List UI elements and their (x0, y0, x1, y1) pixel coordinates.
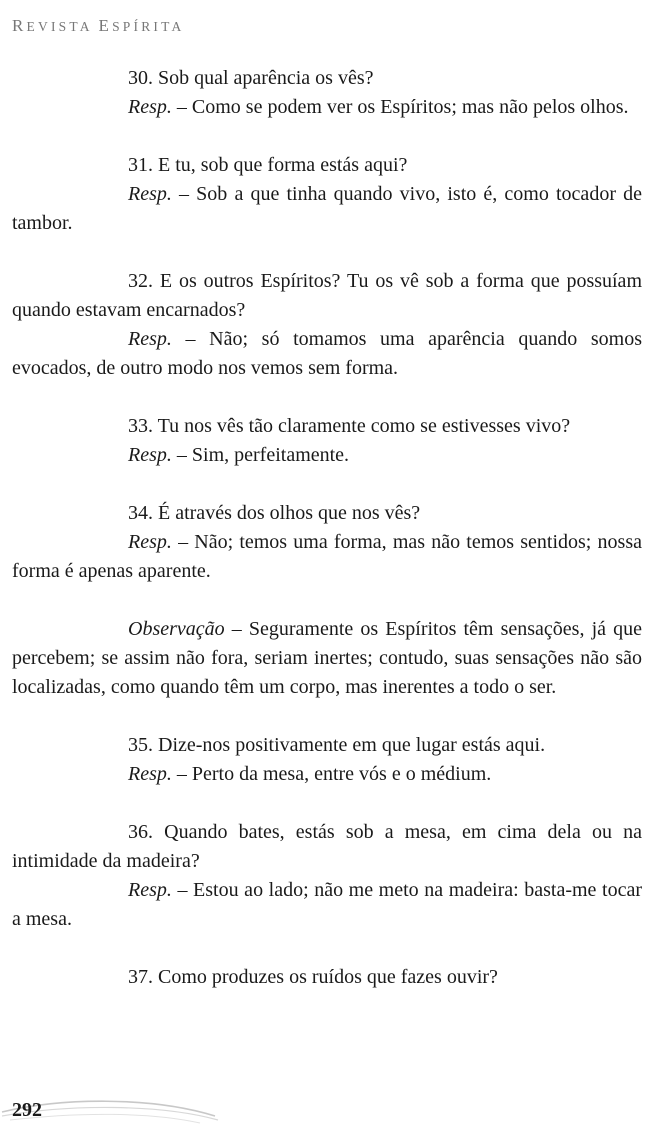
answer-33: Resp. – Sim, perfeitamente. (128, 444, 350, 466)
running-head (12, 16, 184, 36)
question-35: 35. Dize-nos positivamente em que lugar estás aqui. (128, 734, 546, 756)
answer-36: Resp. – Estou ao lado; não me meto na madeira: basta-me tocar a mesa. (12, 879, 642, 930)
answer-35: Resp. – Perto da mesa, entre vós e o médium. (128, 763, 492, 785)
answer-32: Resp. – Não; só tomamos uma aparência quando somos evocados, de outro modo nos vemos sem forma. (12, 328, 642, 379)
answer-34: Resp. – Não; temos uma forma, mas não temos sentidos; nossa forma é apenas aparente. (12, 531, 642, 582)
question-36: 36. Quando bates, estás sob a mesa, em cima dela ou na intimidade da madeira? (12, 821, 642, 872)
question-37: 37. Como produzes os ruídos que fazes ouvir? (128, 966, 498, 988)
page-number: 292 (12, 1099, 42, 1121)
answer-31: Resp. – Sob a que tinha quando vivo, isto é, como tocador de tambor. (12, 183, 642, 234)
question-32: 32. E os outros Espíritos? Tu os vê sob a forma que possuíam quando estavam encarnados? (12, 270, 642, 321)
page-body (12, 64, 642, 992)
question-30: 30. Sob qual aparência os vês? (128, 67, 374, 89)
running-head-text: REVISTA ESPÍRITA (12, 16, 185, 35)
question-33: 33. Tu nos vês tão claramente como se estivesses vivo? (128, 415, 571, 437)
observation: Observação – Seguramente os Espíritos têm sensações, já que percebem; se assim não fora, seriam inertes; contudo, suas sensações não são localizadas, como quando têm um corpo, mas inerentes a todo o ser. (12, 618, 642, 698)
question-31: 31. E tu, sob que forma estás aqui? (128, 154, 408, 176)
answer-30: Resp. – Como se podem ver os Espíritos; mas não pelos olhos. (128, 96, 629, 118)
question-34: 34. É através dos olhos que nos vês? (128, 502, 421, 524)
